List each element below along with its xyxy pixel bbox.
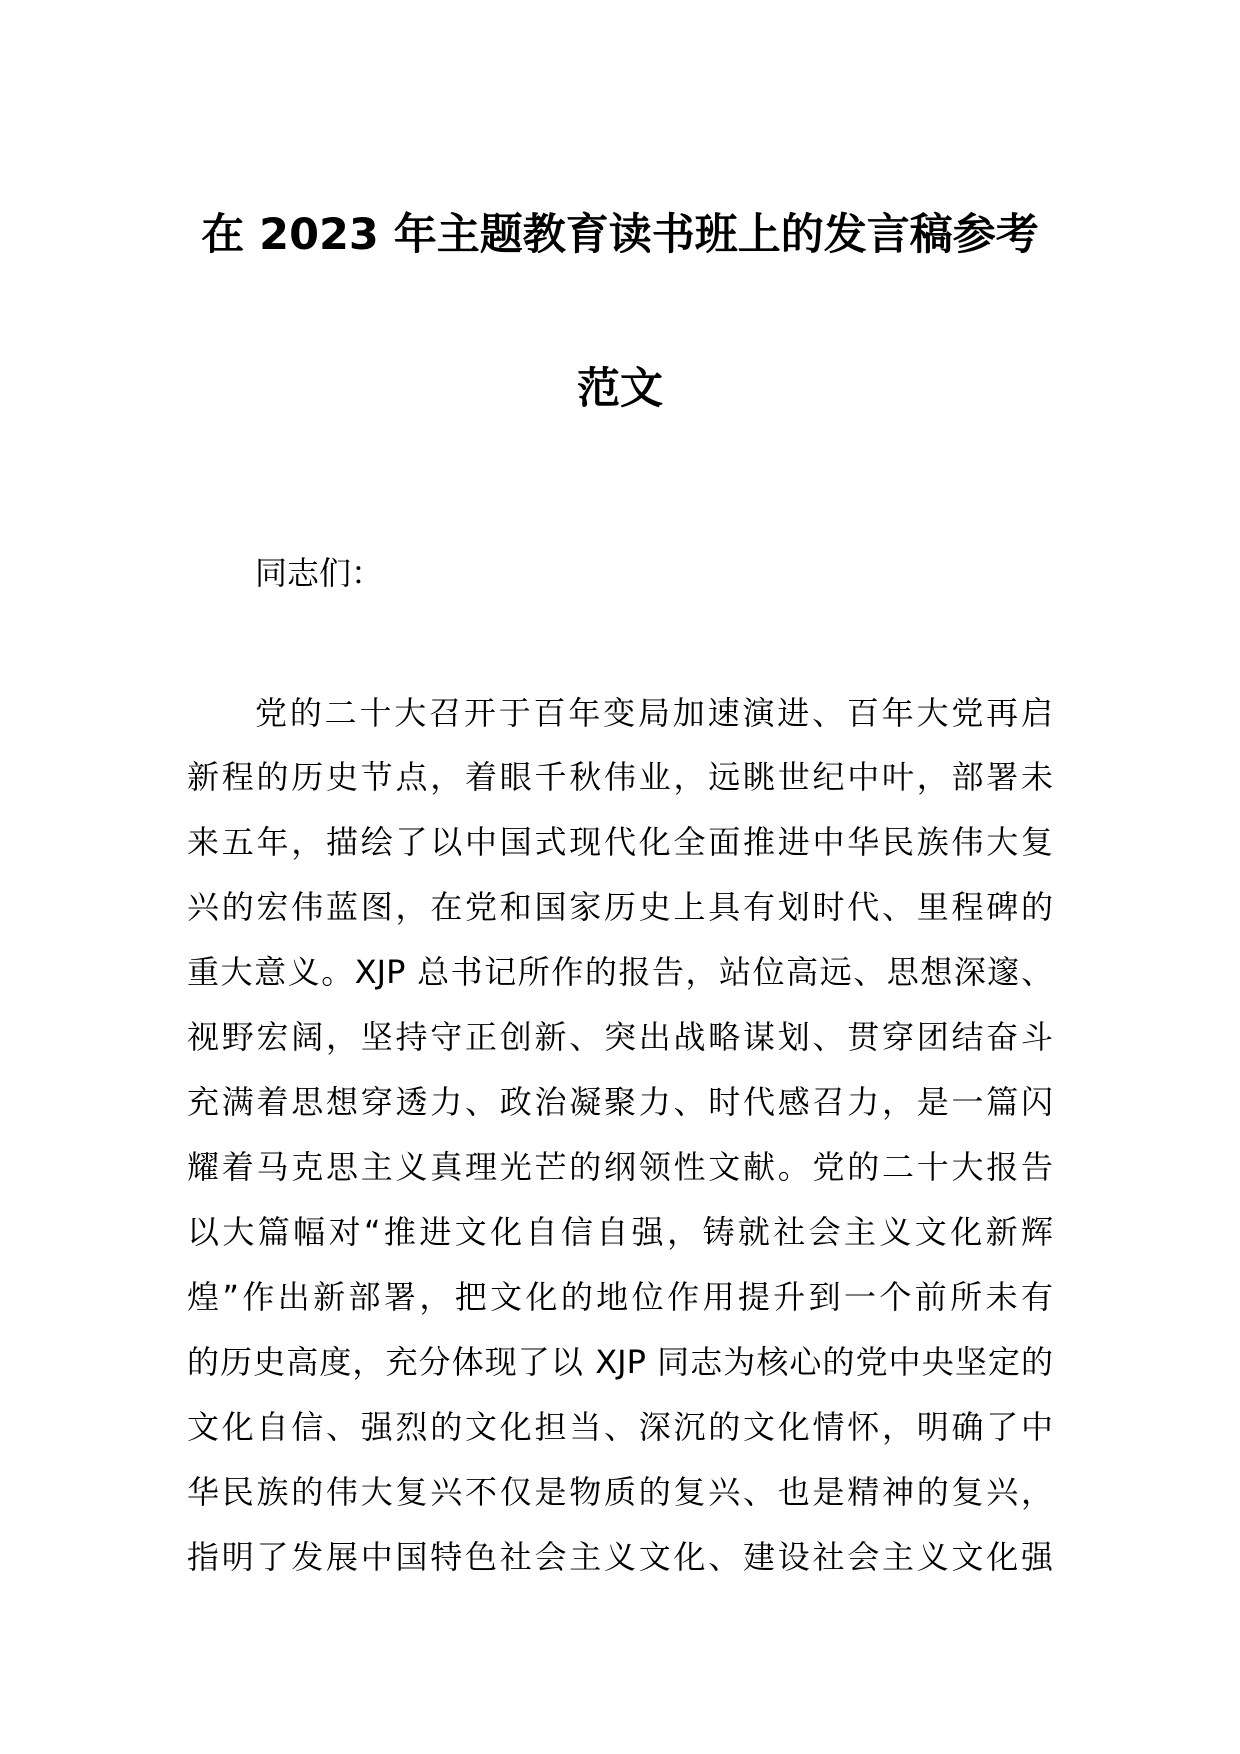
paragraph-line: 党的二十大召开于百年变局加速演进、百年大党再启 (255, 694, 1053, 732)
paragraph-line: 兴的宏伟蓝图，在党和国家历史上具有划时代、里程碑的 (187, 888, 1053, 926)
paragraph-line: 的历史高度，充分体现了以 XJP 同志为核心的党中央坚定的 (187, 1343, 1053, 1381)
paragraph-line: 华民族的伟大复兴不仅是物质的复兴、也是精神的复兴， (187, 1473, 1053, 1511)
paragraph-line: 指明了发展中国特色社会主义文化、建设社会主义文化强 (187, 1538, 1053, 1576)
salutation: 同志们： (255, 554, 384, 592)
paragraph-line: 文化自信、强烈的文化担当、深沉的文化情怀，明确了中 (187, 1408, 1053, 1446)
paragraph-line: 充满着思想穿透力、政治凝聚力、时代感召力，是一篇闪 (187, 1083, 1053, 1121)
paragraph-line: 重大意义。XJP 总书记所作的报告，站位高远、思想深邃、 (187, 953, 1053, 991)
document-title-line-2: 范文 (577, 364, 663, 414)
paragraph-line: 耀着马克思主义真理光芒的纲领性文献。党的二十大报告 (187, 1148, 1053, 1186)
paragraph-line: 煌”作出新部署，把文化的地位作用提升到一个前所未有 (187, 1278, 1053, 1316)
paragraph-line: 新程的历史节点，着眼千秋伟业，远眺世纪中叶，部署未 (187, 758, 1053, 796)
paragraph-line: 以大篇幅对“推进文化自信自强，铸就社会主义文化新辉 (187, 1213, 1053, 1251)
paragraph-line: 视野宏阔，坚持守正创新、突出战略谋划、贯穿团结奋斗 (187, 1018, 1053, 1056)
document-title-line-1: 在 2023 年主题教育读书班上的发言稿参考 (201, 210, 1039, 260)
paragraph-line: 来五年，描绘了以中国式现代化全面推进中华民族伟大复 (187, 823, 1053, 861)
